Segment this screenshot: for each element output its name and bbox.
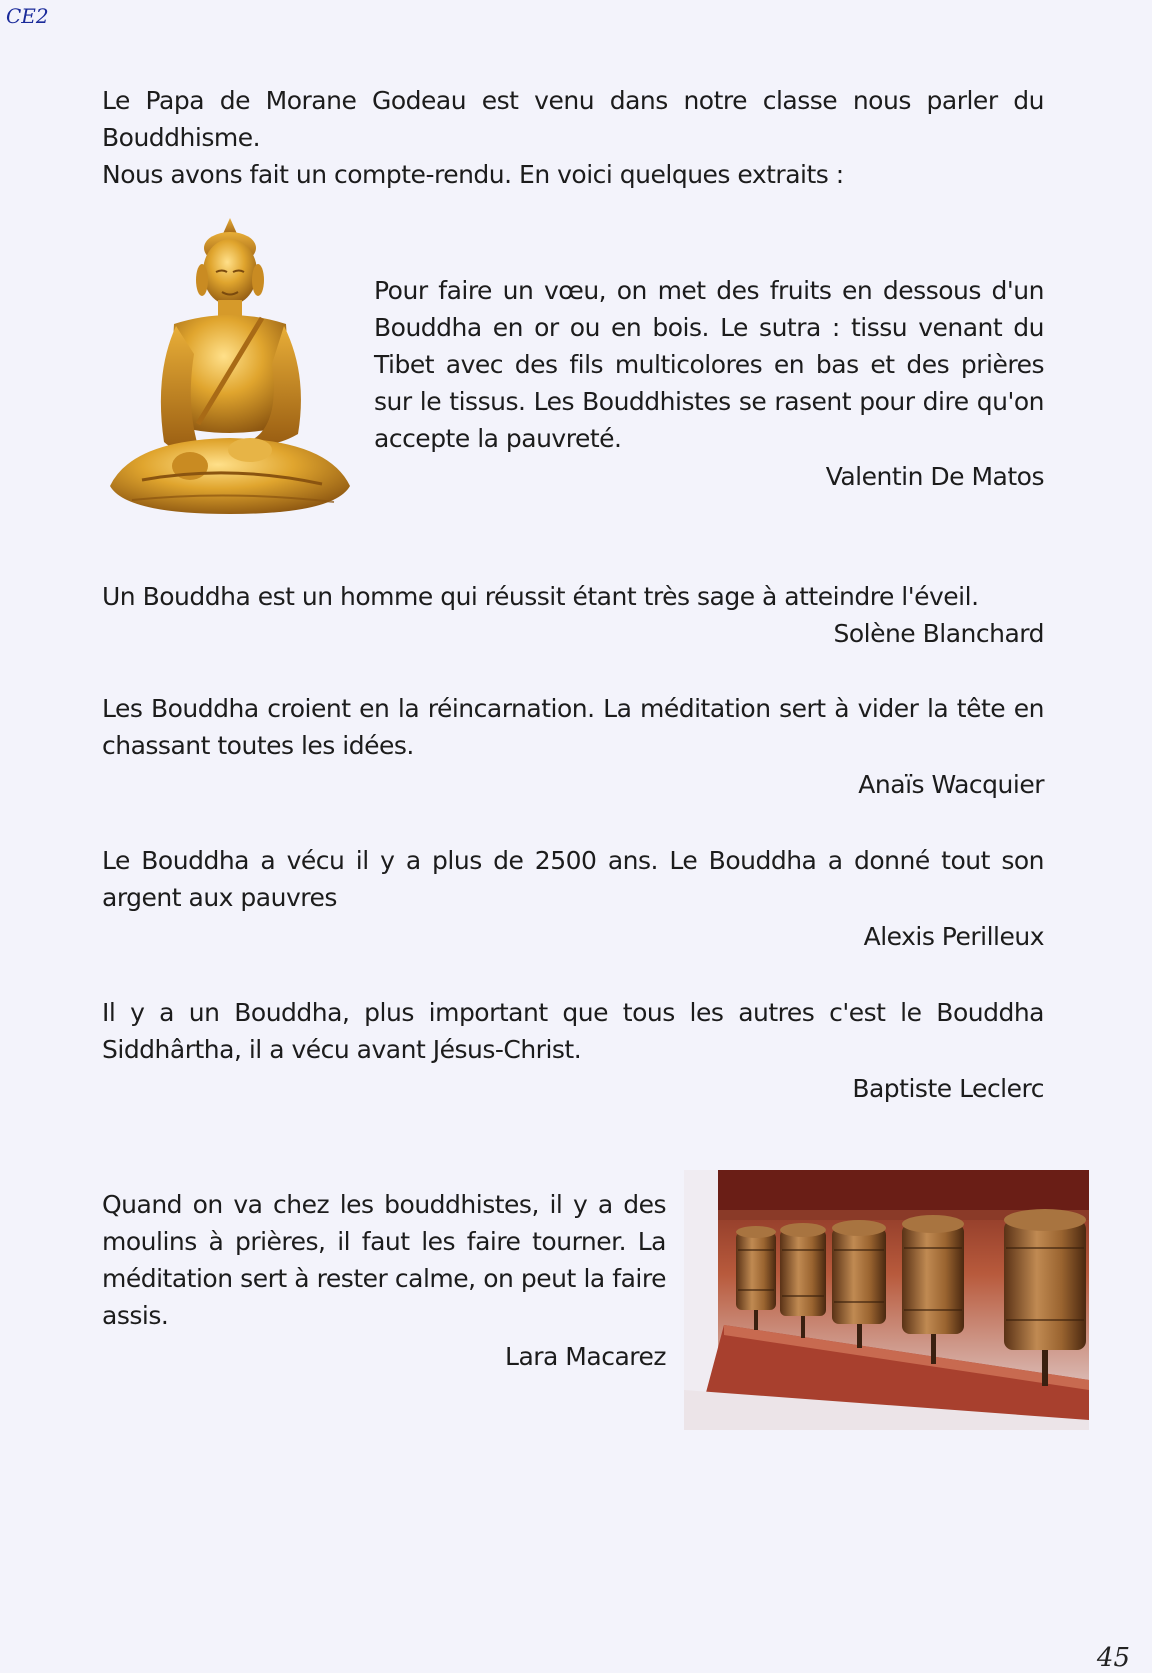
prayer-wheels-image — [684, 1170, 1089, 1430]
quote-author: Anaïs Wacquier — [858, 770, 1044, 799]
quote-text: Pour faire un vœu, on met des fruits en dessous d'un Bouddha en or ou en bois. Le sutra : tissu venant du Tibet avec des fils multicolores en bas et des prières sur le tissus. Les Bouddhistes se rasent pour dire qu'on accepte la pauvreté. — [374, 276, 1044, 453]
page-number: 45 — [1096, 1643, 1130, 1673]
quote-anais — [102, 690, 1044, 803]
quote-solene — [102, 578, 1044, 652]
intro-line-2: Nous avons fait un compte-rendu. En voici quelques extraits : — [102, 160, 844, 189]
quote-author: Lara Macarez — [505, 1342, 666, 1371]
corner-handwritten-mark: CE2 — [6, 4, 49, 28]
quote-author: Valentin De Matos — [825, 462, 1044, 491]
quote-text: Les Bouddha croient en la réincarnation. La méditation sert à vider la tête en chassant toutes les idées. — [102, 694, 1044, 760]
buddha-statue-image — [102, 214, 358, 524]
quote-text: Il y a un Bouddha, plus important que tous les autres c'est le Bouddha Siddhârtha, il a vécu avant Jésus-Christ. — [102, 998, 1044, 1064]
quote-baptiste — [102, 994, 1044, 1107]
intro-section — [102, 82, 1044, 193]
quote-lara — [102, 1186, 666, 1375]
quote-author: Solène Blanchard — [833, 619, 1044, 648]
quote-text: Un Bouddha est un homme qui réussit étant très sage à atteindre l'éveil. — [102, 582, 979, 611]
quote-alexis — [102, 842, 1044, 955]
quote-text: Le Bouddha a vécu il y a plus de 2500 ans. Le Bouddha a donné tout son argent aux pauvres — [102, 846, 1044, 912]
quote-text: Quand on va chez les bouddhistes, il y a des moulins à prières, il faut les faire tourner. La méditation sert à rester calme, on peut la faire assis. — [102, 1190, 666, 1330]
quote-author: Alexis Perilleux — [863, 922, 1044, 951]
quote-valentin — [374, 272, 1044, 495]
intro-line-1: Le Papa de Morane Godeau est venu dans notre classe nous parler du Bouddhisme. — [102, 86, 1044, 152]
quote-author: Baptiste Leclerc — [852, 1074, 1044, 1103]
